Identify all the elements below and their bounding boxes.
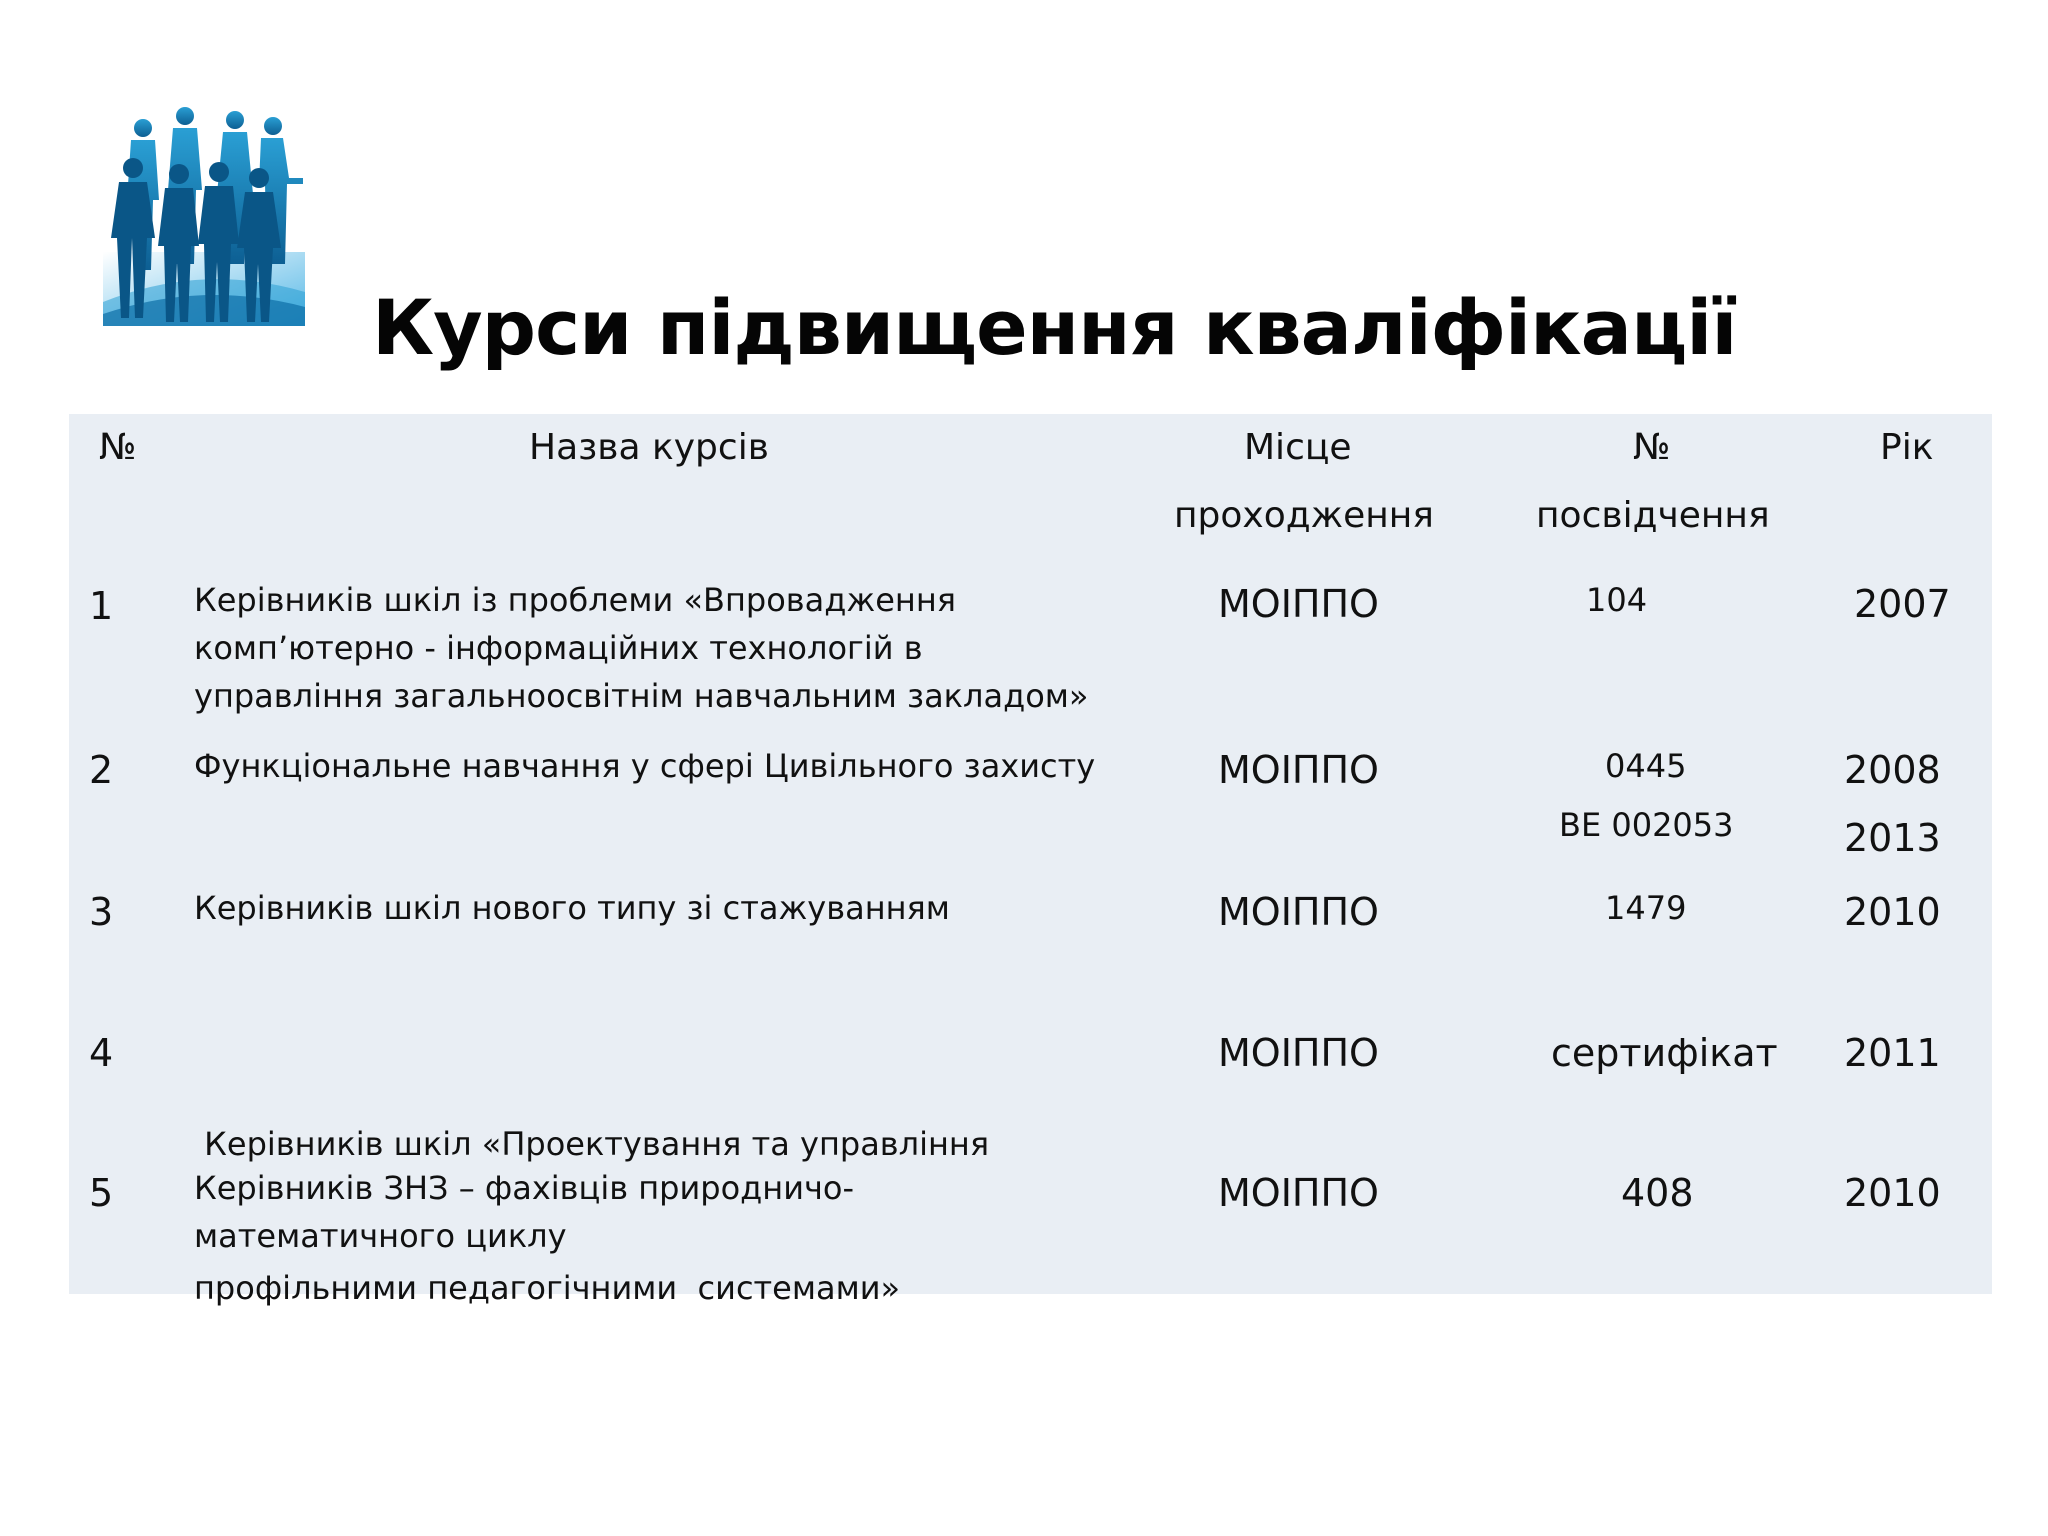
row-1-course-line: комп’ютерно - інформаційних технологій в bbox=[194, 629, 923, 667]
row-1-course bbox=[194, 576, 1088, 720]
row-5-course-line: математичного циклу bbox=[194, 1217, 567, 1255]
page-title: Курси підвищення кваліфікації bbox=[372, 283, 1737, 372]
row-5-num: 5 bbox=[89, 1171, 114, 1215]
header-place-line1: Місце bbox=[1244, 427, 1352, 468]
row-3-place: МОІППО bbox=[1218, 890, 1379, 934]
row-4-course-line: Керівників шкіл «Проектування та управління bbox=[194, 1125, 990, 1163]
row-1-num: 1 bbox=[89, 584, 114, 628]
header-cert-line2: посвідчення bbox=[1536, 495, 1770, 536]
row-1-place: МОІППО bbox=[1218, 582, 1379, 626]
row-4-course-line: профільними педагогічними системами» bbox=[194, 1269, 901, 1307]
courses-table bbox=[69, 414, 1992, 1307]
row-5-year: 2010 bbox=[1844, 1171, 1941, 1215]
header-place-line2: проходження bbox=[1174, 495, 1434, 536]
row-3-cert: 1479 bbox=[1605, 889, 1687, 927]
row-2-num: 2 bbox=[89, 748, 114, 792]
row-2-course: Функціональне навчання у сфері Цивільного захисту bbox=[194, 747, 1096, 785]
row-3-year: 2010 bbox=[1844, 890, 1941, 934]
row-2-year-1: 2008 bbox=[1844, 748, 1941, 792]
row-4-year: 2011 bbox=[1844, 1031, 1941, 1075]
row-1-year: 2007 bbox=[1854, 582, 1951, 626]
row-5-place: МОІППО bbox=[1218, 1171, 1379, 1215]
header-year: Рік bbox=[1880, 427, 1934, 468]
row-5-course-line: Керівників ЗНЗ – фахівців природничо- bbox=[194, 1169, 855, 1207]
header-course: Назва курсів bbox=[529, 427, 769, 468]
row-3-course: Керівників шкіл нового типу зі стажуванням bbox=[194, 889, 950, 927]
header-cert-line1: № bbox=[1633, 427, 1671, 468]
row-2-year-2: 2013 bbox=[1844, 816, 1941, 860]
row-5-course bbox=[194, 1164, 854, 1260]
row-4-num: 4 bbox=[89, 1031, 114, 1075]
row-4-place: МОІППО bbox=[1218, 1031, 1379, 1075]
header-num: № bbox=[99, 427, 137, 468]
row-1-course-line: Керівників шкіл із проблеми «Впровадження bbox=[194, 581, 956, 619]
row-2-place: МОІППО bbox=[1218, 748, 1379, 792]
row-1-cert: 104 bbox=[1586, 581, 1648, 619]
business-people-logo-icon bbox=[103, 102, 305, 326]
row-3-num: 3 bbox=[89, 890, 114, 934]
row-4-cert: сертифікат bbox=[1551, 1031, 1778, 1075]
row-5-cert: 408 bbox=[1621, 1171, 1694, 1215]
row-1-course-line: управління загальноосвітнім навчальним закладом» bbox=[194, 677, 1089, 715]
row-2-cert-1: 0445 bbox=[1605, 747, 1687, 785]
row-2-cert-2: ВЕ 002053 bbox=[1559, 806, 1734, 844]
